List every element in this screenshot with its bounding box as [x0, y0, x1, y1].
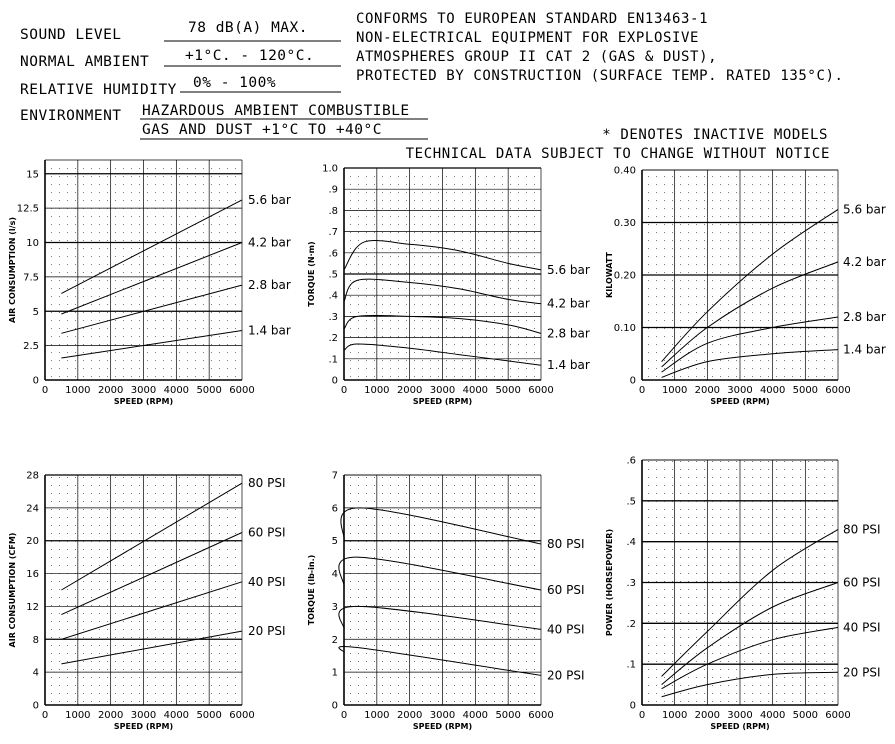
y-tick-label: 12 [26, 601, 39, 613]
y-tick-label: .4 [626, 537, 636, 549]
y-tick-label: .9 [328, 184, 338, 196]
y-tick-label: 0 [331, 375, 338, 387]
y-tick-label: 5 [331, 536, 338, 548]
y-tick-label: 4 [32, 667, 39, 679]
x-tick-label: 3000 [429, 710, 456, 721]
series-label: 1.4 bar [547, 358, 590, 373]
y-tick-label: 12.5 [16, 203, 39, 215]
x-tick-label: 6000 [825, 710, 851, 721]
x-tick-label: 1000 [661, 385, 688, 396]
x-axis-label: SPEED (RPM) [710, 722, 770, 731]
y-axis-label: KILOWATT [605, 252, 614, 298]
series-label: 20 PSI [248, 624, 286, 639]
series-label: 80 PSI [547, 537, 585, 551]
x-tick-label: 5000 [495, 385, 521, 396]
charts-area [8, 160, 886, 731]
y-tick-label: .2 [328, 333, 338, 345]
conformity-line3: ATMOSPHERES GROUP II CAT 2 (GAS & DUST), [356, 49, 718, 65]
x-axis-label: SPEED (RPM) [113, 722, 174, 731]
y-axis-label: TORQUE (lb-in.) [307, 554, 316, 626]
series-line [662, 529, 838, 676]
environment-label: ENVIRONMENT [20, 108, 122, 124]
y-tick-label: 10 [26, 238, 39, 249]
series-line [662, 627, 838, 688]
x-tick-label: 0 [340, 385, 348, 396]
series-label: 60 PSI [248, 525, 286, 540]
y-tick-label: .2 [626, 618, 636, 630]
x-tick-label: 1000 [65, 710, 91, 721]
x-tick-label: 5000 [792, 385, 819, 396]
chart-1 [8, 160, 291, 406]
x-tick-label: 2000 [396, 710, 423, 721]
y-tick-label: .8 [328, 205, 338, 217]
y-tick-label: 15 [26, 169, 39, 181]
x-tick-label: 5000 [792, 710, 819, 721]
y-axis-label: AIR CONSUMPTION (l/s) [8, 216, 17, 324]
environment-value-line1: HAZARDOUS AMBIENT COMBUSTIBLE [142, 103, 410, 119]
chart-4 [8, 471, 285, 732]
conformity-line4: PROTECTED BY CONSTRUCTION (SURFACE TEMP. RATED 135°C). [356, 68, 844, 84]
y-tick-label: 24 [26, 503, 39, 515]
x-tick-label: 2000 [694, 385, 721, 396]
inactive-note: * DENOTES INACTIVE MODELS [602, 127, 828, 143]
y-tick-label: 0.10 [613, 323, 636, 334]
x-tick-label: 2000 [396, 385, 423, 396]
x-tick-label: 1000 [364, 710, 390, 721]
x-tick-label: 0 [638, 385, 646, 396]
x-tick-label: 6000 [229, 385, 255, 396]
x-tick-label: 2000 [694, 710, 721, 721]
series-label: 4.2 bar [843, 254, 886, 269]
y-tick-label: 5 [32, 306, 39, 318]
x-tick-label: 0 [41, 710, 49, 721]
y-tick-label: .3 [328, 311, 338, 323]
series-label: 40 PSI [547, 622, 585, 637]
series-label: 2.8 bar [248, 278, 291, 293]
x-tick-label: 6000 [528, 710, 554, 721]
x-tick-label: 3000 [130, 385, 157, 396]
x-tick-label: 0 [41, 385, 49, 396]
x-tick-label: 2000 [97, 710, 124, 721]
x-tick-label: 2000 [97, 385, 124, 396]
y-tick-label: .7 [328, 227, 338, 239]
x-axis-label: SPEED (RPM) [412, 722, 473, 731]
x-tick-label: 3000 [727, 710, 753, 721]
y-tick-label: 0 [32, 700, 39, 712]
y-tick-label: 3 [331, 601, 338, 613]
sound-level-label: SOUND LEVEL [20, 27, 122, 43]
series-line [61, 200, 242, 294]
series-line [61, 631, 242, 664]
x-tick-label: 6000 [528, 385, 554, 396]
series-label: 40 PSI [248, 574, 286, 589]
x-tick-label: 4000 [163, 710, 190, 721]
y-tick-label: 8 [32, 634, 39, 646]
y-tick-label: 6 [331, 503, 338, 515]
y-tick-label: 0 [629, 700, 636, 712]
environment-value-line2: GAS AND DUST +1°C TO +40°C [142, 122, 382, 138]
series-line [61, 243, 242, 315]
y-tick-label: .6 [328, 248, 338, 260]
x-tick-label: 6000 [825, 385, 851, 396]
relative-humidity-value: 0% - 100% [193, 75, 277, 91]
x-tick-label: 4000 [759, 385, 786, 396]
x-tick-label: 6000 [229, 710, 255, 721]
series-line [339, 646, 541, 675]
chart-3 [605, 166, 886, 407]
x-tick-label: 1000 [65, 385, 91, 396]
x-tick-label: 3000 [727, 385, 753, 396]
chart-2 [307, 164, 590, 407]
x-tick-label: 0 [340, 710, 348, 721]
series-label: 20 PSI [547, 668, 585, 683]
x-tick-label: 4000 [759, 710, 786, 721]
y-tick-label: 28 [26, 470, 39, 482]
x-tick-label: 1000 [661, 710, 688, 721]
x-axis-label: SPEED (RPM) [412, 397, 473, 406]
x-tick-label: 4000 [163, 385, 190, 396]
y-axis-label: TORQUE (N·m) [307, 241, 316, 307]
conformity-block [356, 11, 844, 162]
sound-level-value: 78 dB(A) MAX. [188, 20, 308, 36]
series-label: 4.2 bar [547, 296, 590, 311]
series-line [61, 285, 242, 333]
y-tick-label: 2 [331, 634, 338, 646]
chart-5 [307, 471, 584, 732]
y-tick-label: .6 [626, 455, 636, 467]
series-line [61, 582, 242, 640]
y-tick-label: 7 [331, 470, 338, 482]
series-label: 5.6 bar [248, 192, 291, 207]
x-tick-label: 5000 [495, 710, 521, 721]
y-tick-label: 4 [331, 569, 338, 581]
y-tick-label: 1.0 [322, 163, 338, 175]
x-tick-label: 4000 [462, 710, 489, 721]
y-tick-label: 16 [26, 569, 39, 581]
x-tick-label: 5000 [196, 710, 222, 721]
conformity-line1: CONFORMS TO EUROPEAN STANDARD EN13463-1 [356, 11, 709, 27]
x-tick-label: 0 [638, 710, 646, 721]
y-tick-label: 2.5 [23, 341, 39, 353]
series-line [341, 508, 541, 544]
y-tick-label: 0 [331, 700, 338, 712]
series-label: 2.8 bar [547, 326, 590, 341]
x-axis-label: SPEED (RPM) [710, 397, 770, 406]
series-label: 1.4 bar [843, 342, 886, 357]
normal-ambient-value: +1°C. - 120°C. [185, 48, 315, 64]
series-label: 20 PSI [843, 665, 881, 680]
y-tick-label: 7.5 [23, 272, 39, 284]
series-label: 4.2 bar [248, 235, 291, 250]
y-tick-label: .5 [626, 496, 636, 508]
y-tick-label: 0 [629, 375, 636, 387]
y-tick-label: .1 [626, 659, 636, 671]
y-tick-label: .4 [328, 290, 338, 302]
chart-6 [605, 456, 880, 732]
series-label: 60 PSI [843, 575, 881, 590]
series-line [61, 331, 242, 359]
y-tick-label: 0.30 [613, 218, 636, 229]
x-tick-label: 3000 [130, 710, 157, 721]
normal-ambient-label: NORMAL AMBIENT [20, 54, 150, 70]
y-tick-label: .1 [328, 354, 338, 366]
y-tick-label: 0 [32, 375, 39, 387]
y-axis-label: AIR CONSUMPTION (CFM) [8, 532, 17, 648]
x-axis-label: SPEED (RPM) [113, 397, 174, 406]
x-tick-label: 1000 [364, 385, 390, 396]
y-axis-label: POWER (HORSEPOWER) [605, 528, 614, 637]
series-label: 80 PSI [843, 522, 881, 537]
y-tick-label: 20 [26, 536, 39, 548]
x-tick-label: 3000 [429, 385, 456, 396]
conformity-line2: NON-ELECTRICAL EQUIPMENT FOR EXPLOSIVE [356, 30, 700, 46]
series-label: 5.6 bar [547, 262, 590, 277]
series-label: 2.8 bar [843, 310, 886, 324]
series-line [339, 606, 541, 629]
x-tick-label: 5000 [196, 385, 222, 396]
technical-note: TECHNICAL DATA SUBJECT TO CHANGE WITHOUT NOTICE [405, 146, 830, 162]
x-tick-label: 4000 [462, 385, 489, 396]
series-label: 5.6 bar [843, 202, 886, 217]
y-tick-label: 1 [331, 667, 338, 679]
y-tick-label: 0.20 [613, 270, 636, 282]
y-tick-label: .3 [626, 578, 636, 589]
series-label: 80 PSI [248, 476, 286, 491]
y-tick-label: .5 [328, 269, 338, 281]
series-label: 60 PSI [547, 583, 585, 597]
series-label: 1.4 bar [248, 323, 291, 338]
y-tick-label: 0.40 [613, 165, 636, 177]
series-label: 40 PSI [843, 620, 881, 635]
relative-humidity-label: RELATIVE HUMIDITY [20, 82, 177, 98]
